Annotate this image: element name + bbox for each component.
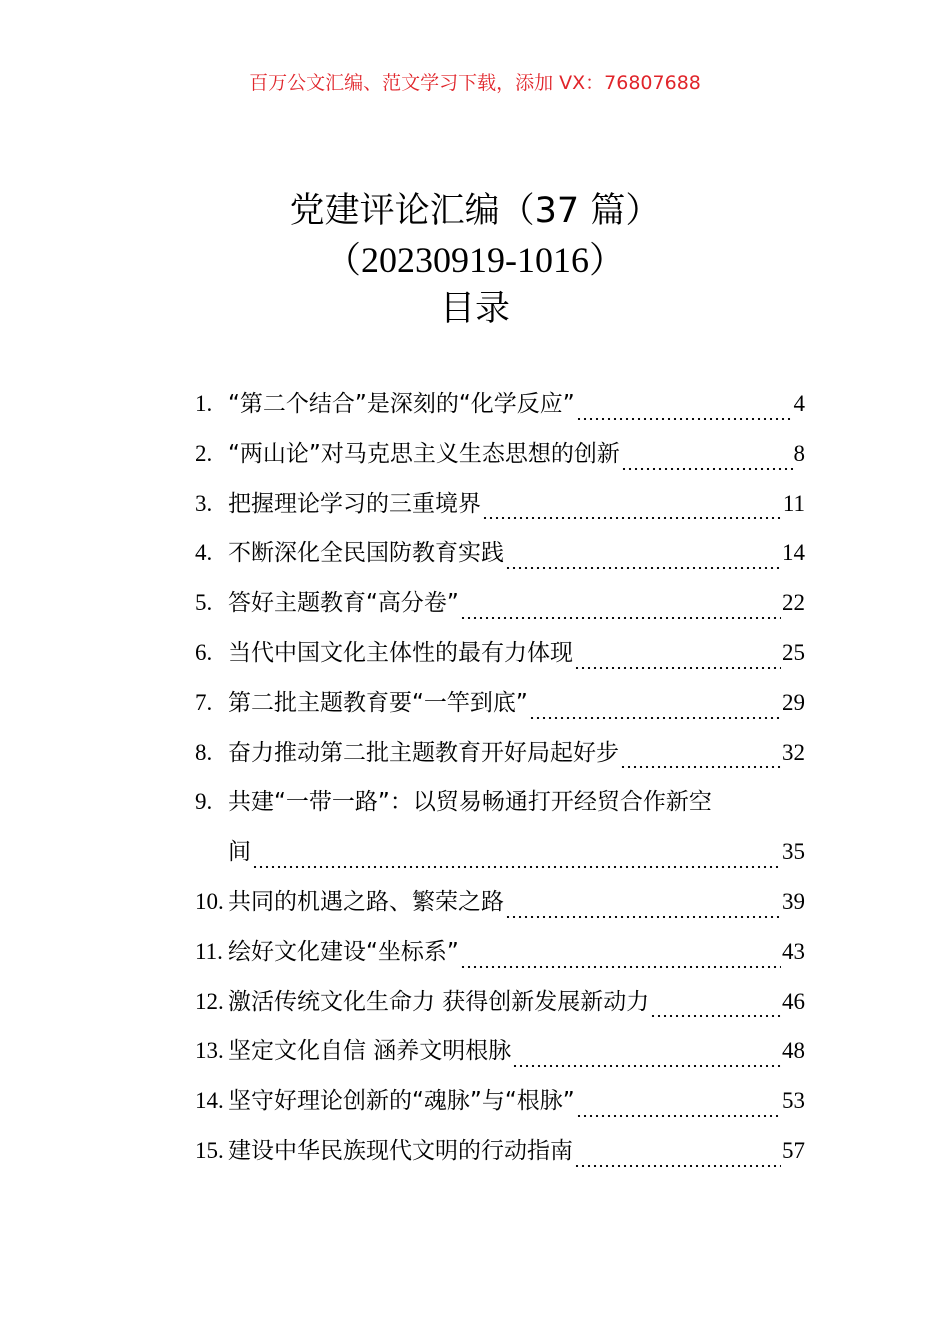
toc-entry-number: 9. xyxy=(195,789,213,815)
toc-entry-page: 11 xyxy=(782,490,805,516)
toc-entry-number: 11. xyxy=(195,938,223,964)
toc-entry-title: 把握理论学习的三重境界 xyxy=(228,490,481,517)
toc-entry-number: 14. xyxy=(195,1088,224,1114)
toc-entry-title: 当代中国文化主体性的最有力体现 xyxy=(228,639,573,666)
toc-heading: 目录 xyxy=(439,289,510,329)
toc-entry-title: “两山论”对马克思主义生态思想的创新 xyxy=(228,440,620,467)
toc-entry-page: 53 xyxy=(782,1088,805,1114)
dot-leader xyxy=(512,1065,781,1067)
dot-leader xyxy=(252,866,781,868)
toc-entry-page: 22 xyxy=(782,590,805,616)
toc-entry[interactable] xyxy=(195,734,805,784)
toc-entry-title: 不断深化全民国防教育实践 xyxy=(228,540,504,567)
toc-entry-number: 2. xyxy=(195,440,213,466)
dot-leader xyxy=(482,517,782,519)
toc-entry[interactable] xyxy=(195,933,805,983)
date-range-subtitle: （20230919-1016） xyxy=(325,240,625,280)
toc-entry-page: 35 xyxy=(782,839,805,865)
dot-leader xyxy=(460,966,781,968)
toc-entry-page: 14 xyxy=(782,540,805,566)
toc-entry-title: 坚定文化自信 涵养文明根脉 xyxy=(228,1038,512,1065)
dot-leader xyxy=(621,468,793,470)
toc-entry[interactable] xyxy=(195,534,805,584)
toc-entry[interactable] xyxy=(195,584,805,634)
toc-entry-title: 建设中华民族现代文明的行动指南 xyxy=(228,1137,573,1164)
toc-entry[interactable] xyxy=(195,1132,805,1182)
toc-entry-title: 绘好文化建设“坐标系” xyxy=(228,938,459,965)
toc-entry-page: 8 xyxy=(793,440,805,466)
toc-entry-page: 48 xyxy=(782,1038,805,1064)
toc-entry-page: 43 xyxy=(782,938,805,964)
toc-entry-title: 间 xyxy=(228,839,251,866)
toc-entry-number: 6. xyxy=(195,639,213,665)
toc-entry[interactable] xyxy=(195,1082,805,1132)
dot-leader xyxy=(460,617,781,619)
toc-entry-page: 25 xyxy=(782,639,805,665)
dot-leader xyxy=(576,1115,781,1117)
dot-leader xyxy=(650,1015,781,1017)
toc-entry-page: 39 xyxy=(782,888,805,914)
toc-entry[interactable] xyxy=(195,684,805,734)
toc-entry-page: 57 xyxy=(782,1137,805,1163)
toc-entry-number: 7. xyxy=(195,689,213,715)
toc-entry[interactable] xyxy=(195,435,805,485)
toc-entry-page: 4 xyxy=(793,391,805,416)
toc-entry-number: 12. xyxy=(195,988,224,1014)
toc-entry[interactable] xyxy=(195,385,805,435)
table-of-contents xyxy=(195,385,805,1182)
toc-entry-title: “第二个结合”是深刻的“化学反应” xyxy=(228,391,575,417)
dot-leader xyxy=(576,418,793,420)
toc-entry-number: 1. xyxy=(195,391,213,416)
toc-entry-number: 10. xyxy=(195,888,224,914)
download-banner: 百万公文汇编、范文学习下载，添加 VX：76807688 xyxy=(249,72,701,94)
toc-entry-title: 坚守好理论创新的“魂脉”与“根脉” xyxy=(228,1088,575,1115)
toc-entry-page: 46 xyxy=(782,988,805,1014)
toc-entry-page: 29 xyxy=(782,689,805,715)
toc-entry-page: 32 xyxy=(782,739,805,765)
toc-entry[interactable] xyxy=(195,634,805,684)
toc-entry[interactable] xyxy=(195,1032,805,1082)
dot-leader xyxy=(574,1165,781,1167)
toc-entry-title: 共建“一带一路”：以贸易畅通打开经贸合作新空 xyxy=(228,789,712,816)
toc-entry-number: 4. xyxy=(195,540,213,566)
toc-entry-number: 13. xyxy=(195,1038,224,1064)
document-title: 党建评论汇编（37 篇） xyxy=(289,191,661,231)
toc-entry-title: 第二批主题教育要“一竿到底” xyxy=(228,689,528,716)
toc-entry-number: 5. xyxy=(195,590,213,616)
toc-entry-title: 答好主题教育“高分卷” xyxy=(228,590,459,617)
dot-leader xyxy=(529,717,781,719)
dot-leader xyxy=(505,567,781,569)
toc-entry-number: 8. xyxy=(195,739,213,765)
toc-entry-title: 激活传统文化生命力 获得创新发展新动力 xyxy=(228,988,650,1015)
toc-entry-title: 奋力推动第二批主题教育开好局起好步 xyxy=(228,739,619,766)
toc-entry[interactable] xyxy=(195,485,805,535)
toc-entry[interactable] xyxy=(195,783,805,833)
toc-entry[interactable] xyxy=(195,983,805,1033)
toc-entry-number: 3. xyxy=(195,490,213,516)
toc-entry-continuation[interactable] xyxy=(195,833,805,883)
dot-leader xyxy=(620,766,781,768)
toc-entry-title: 共同的机遇之路、繁荣之路 xyxy=(228,888,504,915)
toc-entry[interactable] xyxy=(195,883,805,933)
dot-leader xyxy=(574,667,781,669)
dot-leader xyxy=(505,916,781,918)
toc-entry-number: 15. xyxy=(195,1137,224,1163)
